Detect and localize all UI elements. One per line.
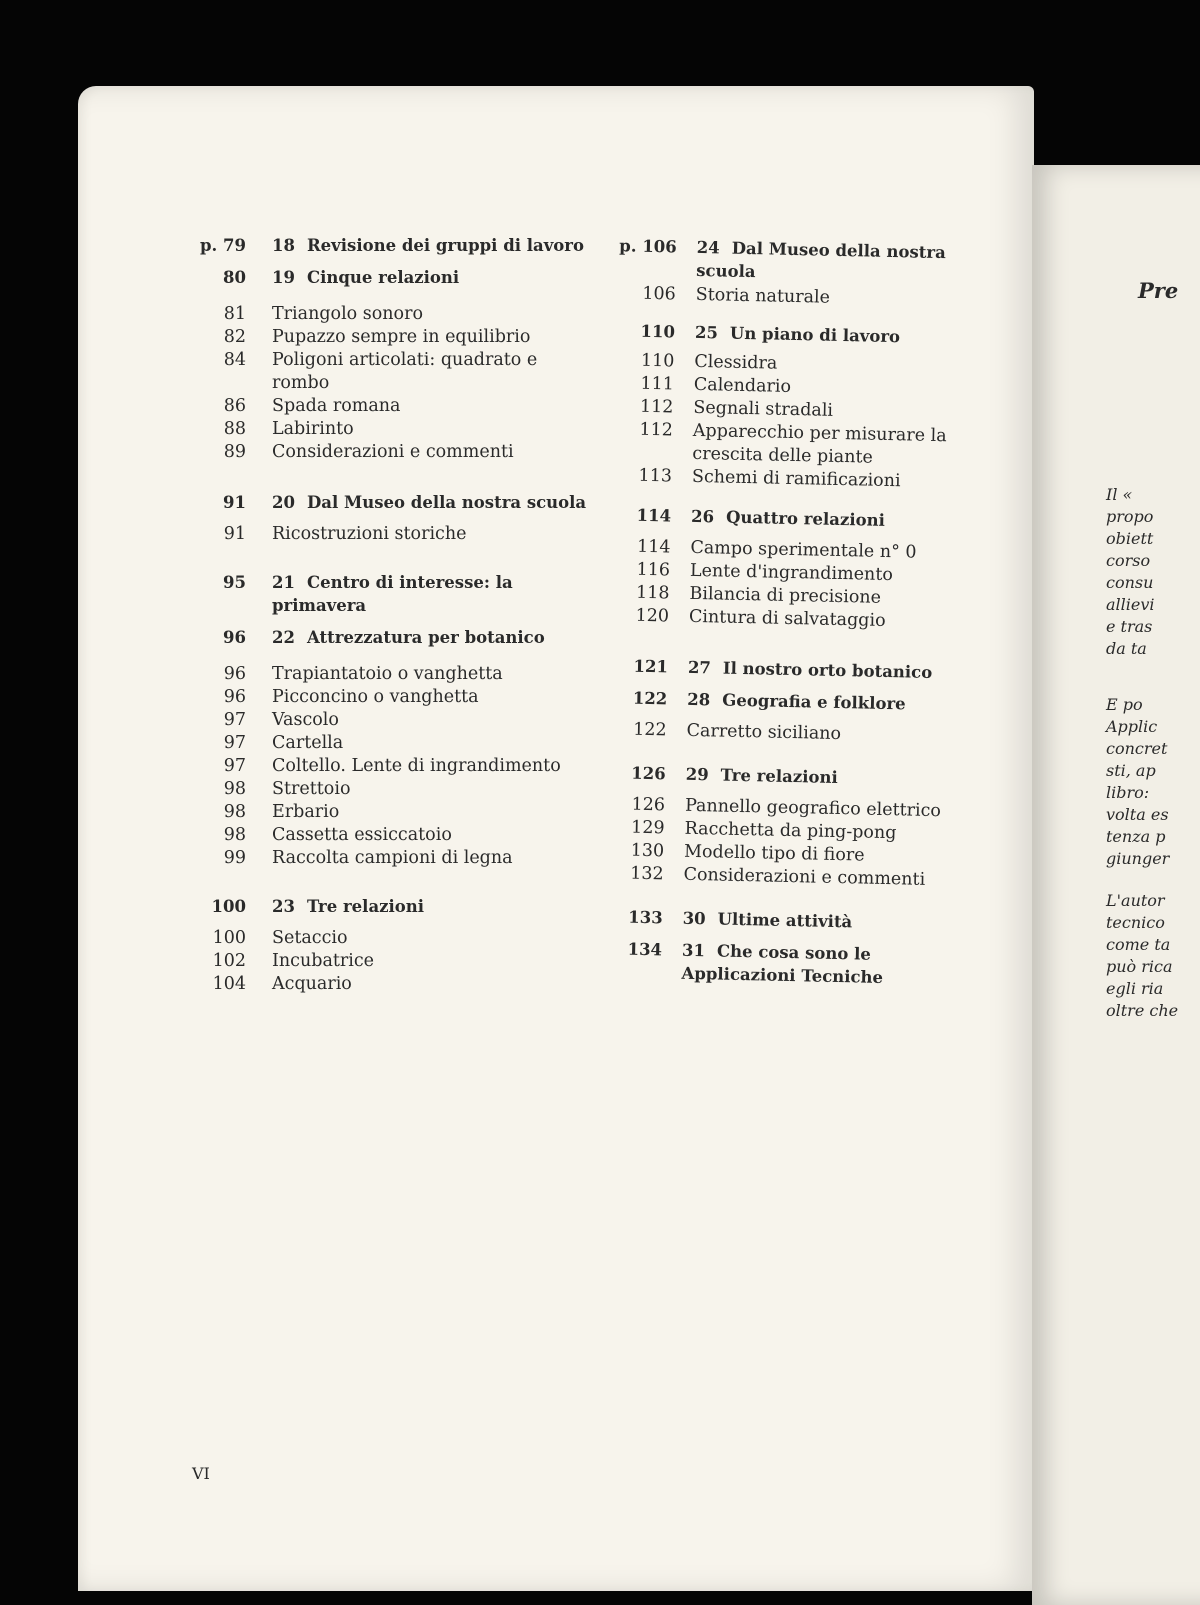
toc-title [272,571,600,617]
toc-title-text: Picconcino o vanghetta [272,687,479,707]
toc-title-text: Triangolo sonoro [272,304,423,324]
toc-title [692,420,991,472]
toc-title [685,763,983,792]
toc-chapter-number: 23 [272,897,295,916]
toc-title [272,395,600,418]
toc-title-text: Poligoni articolati: quadrato e rombo [272,350,538,393]
toc-title-text: Erbario [272,802,340,822]
toc-page-number: 118 [635,582,670,604]
toc-entry [190,950,600,973]
toc-chapter-number: 19 [272,268,295,287]
facing-page-line: obiett [1106,529,1154,548]
toc-entry [190,732,600,755]
toc-title [272,326,600,349]
toc-title [696,236,995,288]
toc-chapter-number: 22 [272,628,295,647]
toc-title-text: Acquario [272,974,352,994]
toc-page-number: 134 [627,939,663,960]
toc-chapter-number: 27 [687,657,712,678]
toc-title [687,688,985,717]
toc-title [695,284,993,313]
toc-chapter-entry [596,654,986,685]
toc-chapter-entry [603,319,993,350]
toc-page-number: 110 [640,321,676,342]
toc-title-text: Pannello geografico elettrico [684,795,942,822]
toc-page-number: 126 [631,763,666,784]
toc-title-text: Tre relazioni [306,897,425,916]
toc-title-text: Revisione dei gruppi di lavoro [306,236,584,255]
facing-page-line: come ta [1106,935,1171,954]
toc-page-number: 95 [223,573,246,592]
toc-entry [190,523,600,546]
facing-page-line: egli ria [1106,979,1164,998]
toc-page-number: 88 [223,419,246,439]
toc-title [683,864,981,893]
toc-entry [190,395,600,418]
toc-entry [190,303,600,326]
toc-entry [190,801,600,824]
toc-title [272,523,600,546]
toc-page-number: 122 [633,719,667,741]
toc-page-number: 132 [629,863,664,885]
toc-title-text: Clessidra [694,351,778,374]
facing-page-line: propo [1106,507,1154,526]
toc-title-text: Racchetta da ping-pong [684,818,897,844]
toc-chapter-number: 31 [681,940,706,961]
toc-title-text: Spada romana [272,396,401,416]
toc-title-text: Apparecchio per misurare la crescita delle piante [692,420,947,468]
toc-chapter-number: 18 [272,236,295,255]
toc-entry [594,718,984,749]
toc-title [686,720,984,749]
toc-title [681,939,980,991]
toc-title [272,973,600,996]
toc-entry [190,778,600,801]
toc-page-number: 129 [630,817,665,839]
toc-page-number: 106 [642,283,676,305]
toc-title [272,755,600,778]
toc-title-text: Ultime attività [717,909,853,932]
toc-title [272,778,600,801]
facing-page-line: corso [1106,551,1151,570]
toc-title [272,626,600,649]
toc-title-text: Calendario [693,374,792,397]
toc-entry [190,973,600,996]
toc-page-number: 133 [628,907,663,928]
toc-title-text: Schemi di ramificazioni [691,466,901,492]
toc-entry [190,709,600,732]
toc-entry [190,349,600,395]
toc-chapter-number: 28 [687,689,711,710]
toc-title [272,824,600,847]
facing-page-line: Il « [1106,485,1133,504]
toc-page-number: 116 [636,559,671,581]
toc-page-number: 126 [631,794,666,816]
toc-chapter-entry [599,503,989,534]
toc-title-text: Incubatrice [272,951,375,971]
toc-title [272,709,600,732]
toc-page-number: 100 [211,897,246,916]
toc-title [691,505,989,534]
toc-title [272,686,600,709]
toc-chapter-entry [190,491,600,514]
facing-page-line: L'autor [1106,891,1165,910]
toc-page-number: 96 [223,664,246,684]
toc-title-text: Carretto siciliano [686,720,842,745]
toc-title [692,466,990,495]
toc-page-number: 114 [636,505,672,526]
toc-title-text: Considerazioni e commenti [272,442,514,462]
toc-page-number: 102 [212,951,246,971]
toc-page-number: 110 [640,350,675,372]
toc-page-number: 114 [636,536,671,558]
toc-title [682,907,980,936]
toc-chapter-number: 25 [694,322,719,343]
toc-title-text: Coltello. Lente di ingrandimento [272,756,561,776]
toc-page-number: 96 [223,687,246,707]
toc-title [272,950,600,973]
toc-entry [190,663,600,686]
toc-title-text: Segnali stradali [693,397,834,421]
toc-entry [190,847,600,870]
toc-title-text: Cartella [272,733,344,753]
toc-page-number: 122 [632,688,668,709]
facing-page-header: Pre [1138,278,1179,303]
toc-title [272,266,600,289]
toc-page-number: 89 [223,442,246,462]
toc-title-text: Trapiantatoio o vanghetta [272,664,503,684]
toc-chapter-number: 30 [682,908,706,929]
toc-title-text: Attrezzatura per botanico [306,628,545,647]
toc-entry [600,418,991,472]
page-folio: VI [192,1464,210,1483]
toc-title-text: Centro di interesse: la primavera [272,573,513,615]
toc-title-text: Modello tipo di fiore [683,841,865,866]
toc-title [272,732,600,755]
toc-title-text: Lente d'ingrandimento [689,560,894,586]
toc-title [272,895,600,918]
toc-page-number: 82 [223,327,246,347]
facing-page-line: concret [1106,739,1168,758]
toc-title [272,927,600,950]
toc-title-text: Cintura di salvataggio [688,606,886,631]
toc-page-number: 99 [223,848,246,868]
toc-title-text: Setaccio [272,928,348,948]
toc-page-number: 98 [223,802,246,822]
toc-chapter-entry [190,895,600,918]
toc-chapter-entry [190,571,600,617]
toc-title-text: Strettoio [272,779,351,799]
toc-title [272,349,600,395]
toc-title [688,656,986,685]
toc-title-text: Labirinto [272,419,354,439]
toc-chapter-number: 29 [685,764,709,785]
toc-title-text: Campo sperimentale n° 0 [690,537,917,563]
toc-entry [190,927,600,950]
facing-page-line: tenza p [1106,827,1166,846]
toc-page-number: 98 [223,779,246,799]
toc-title [695,321,993,350]
facing-page-line: volta es [1106,805,1169,824]
facing-page-line: libro: [1106,783,1150,802]
toc-title-text: Raccolta campioni di legna [272,848,513,868]
toc-title-text: Cassetta essiccatoio [272,825,452,845]
toc-chapter-number: 24 [696,237,720,258]
facing-page-line: consu [1106,573,1154,592]
toc-title [272,847,600,870]
toc-title-text: Tre relazioni [720,765,838,787]
toc-right-column [589,234,995,991]
toc-page-number: 120 [635,605,670,627]
toc-chapter-number: 21 [272,573,295,592]
toc-title [689,606,987,635]
toc-title [272,491,600,514]
toc-chapter-entry [589,937,980,991]
toc-chapter-number: 20 [272,493,295,512]
toc-chapter-entry [604,234,995,288]
toc-chapter-entry [190,626,600,649]
toc-title [272,801,600,824]
toc-page-number: 97 [223,733,246,753]
toc-entry [190,418,600,441]
toc-page-number: 130 [630,840,665,862]
toc-title [272,234,600,257]
toc-page-number: 98 [223,825,246,845]
toc-page-number: 80 [223,268,246,287]
toc-page-number: 86 [223,396,246,416]
toc-title-text: Pupazzo sempre in equilibrio [272,327,531,347]
toc-title-text: Cinque relazioni [306,268,460,287]
toc-title [272,418,600,441]
facing-page-line: e tras [1106,617,1153,636]
toc-page-number: 112 [639,396,674,418]
toc-chapter-entry [590,905,980,936]
toc-chapter-entry [190,234,600,257]
facing-page-line: E po [1106,695,1143,714]
facing-page-line: giunger [1106,849,1170,868]
toc-title-text: Bilancia di precisione [689,583,882,608]
toc-title-text: Dal Museo della nostra scuola [306,493,587,512]
toc-title-text: Geografia e folklore [722,690,906,714]
toc-entry [190,686,600,709]
toc-title-text: Quattro relazioni [725,507,886,530]
facing-page-line: Applic [1106,717,1158,736]
toc-title-text: Ricostruzioni storiche [272,524,467,544]
toc-page-number: 84 [223,350,246,370]
facing-page-line: sti, ap [1106,761,1156,780]
toc-page-number: p. 79 [200,236,246,255]
toc-page-number: 121 [633,656,669,677]
toc-title [272,303,600,326]
toc-page-number: 91 [223,493,246,512]
toc-title-text: Storia naturale [695,284,831,308]
toc-page-number: p. 106 [619,236,677,257]
toc-page-number: 97 [223,756,246,776]
toc-entry [190,824,600,847]
toc-page-number: 112 [639,419,674,441]
toc-page-number: 111 [640,373,675,395]
facing-page-line: tecnico [1106,913,1165,932]
toc-title-text: Un piano di lavoro [729,323,901,347]
toc-chapter-entry [595,686,985,717]
toc-title-text: Vascolo [272,710,339,730]
toc-chapter-entry [190,266,600,289]
toc-entry [190,326,600,349]
toc-entry [190,755,600,778]
toc-page-number: 113 [638,465,673,487]
toc-page-number: 91 [223,524,246,544]
toc-title-text: Che cosa sono le Applicazioni Tecniche [681,941,884,987]
toc-title-text: Dal Museo della nostra scuola [696,238,946,282]
facing-page-line: da ta [1106,639,1147,658]
toc-title-text: Considerazioni e commenti [683,864,926,890]
facing-page-line: allievi [1106,595,1155,614]
toc-page-number: 97 [223,710,246,730]
toc-title-text: Il nostro orto botanico [722,658,933,682]
toc-chapter-number: 26 [690,506,715,527]
toc-left-column [190,234,600,996]
right-book-page-edge [1032,165,1200,1605]
toc-page-number: 100 [212,928,246,948]
toc-page-number: 96 [223,628,246,647]
toc-entry [190,441,600,464]
facing-page-line: oltre che [1106,1001,1179,1020]
toc-page-number: 104 [212,974,246,994]
facing-page-line: può rica [1106,957,1173,976]
toc-page-number: 81 [223,304,246,324]
toc-chapter-entry [593,761,983,792]
toc-title [272,441,600,464]
toc-title [272,663,600,686]
